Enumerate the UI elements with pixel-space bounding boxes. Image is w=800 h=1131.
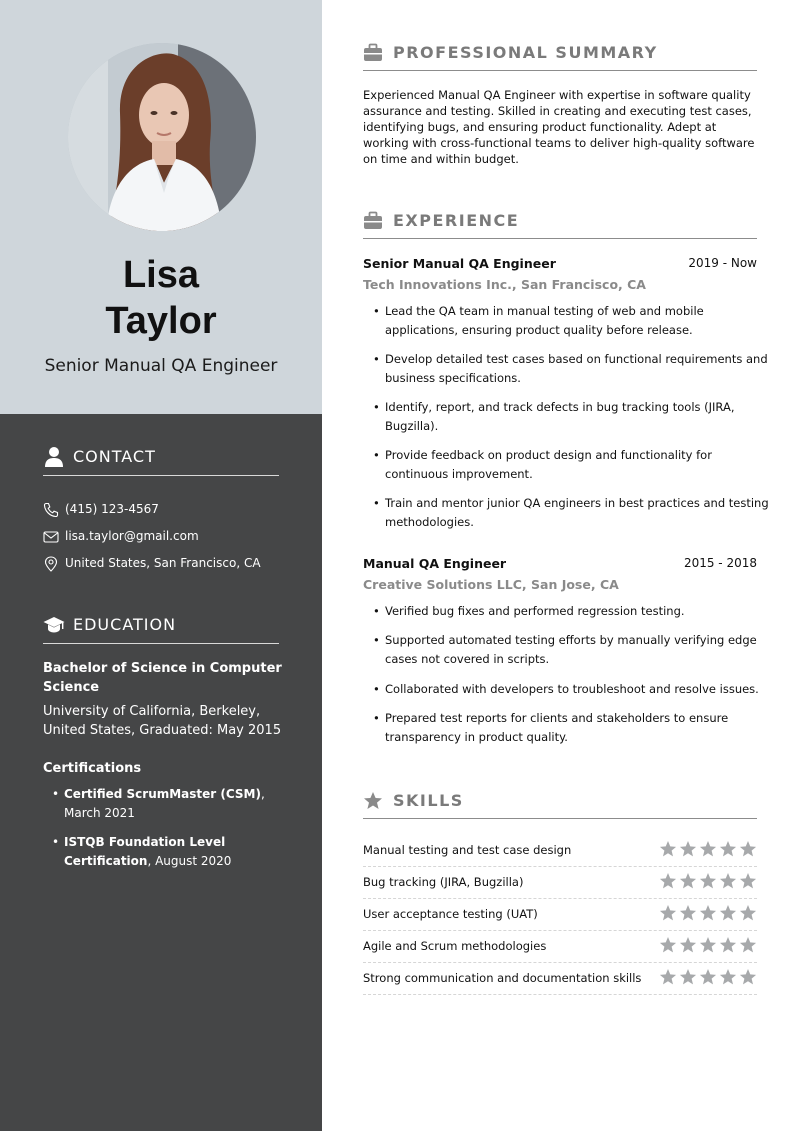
briefcase-icon	[363, 211, 383, 231]
rating-star-icon	[740, 969, 756, 984]
rating-star-icon	[680, 873, 696, 888]
skill-name: Bug tracking (JIRA, Bugzilla)	[363, 875, 524, 889]
skill-name: User acceptance testing (UAT)	[363, 907, 538, 921]
certification-name: ISTQB Foundation Level Certification	[64, 835, 226, 868]
last-name: Taylor	[105, 300, 217, 342]
skill-row	[363, 835, 757, 867]
rating-star-icon	[660, 969, 676, 984]
location-pin-icon	[43, 556, 59, 572]
rating-star-icon	[680, 937, 696, 952]
rating-star-icon	[700, 969, 716, 984]
rating-star-icon	[740, 905, 756, 920]
experience-heading-label: EXPERIENCE	[393, 211, 520, 230]
skill-rating-stars	[659, 936, 757, 954]
job-company: Creative Solutions LLC, San Jose, CA	[363, 577, 619, 592]
education-heading	[43, 614, 279, 644]
job-dates: 2015 - 2018	[683, 556, 757, 570]
summary-heading-label: PROFESSIONAL SUMMARY	[393, 43, 658, 62]
certification-name: Certified ScrumMaster (CSM)	[64, 787, 261, 801]
rating-star-icon	[740, 873, 756, 888]
job-bullet: • Identify, report, and track defects in bug tracking tools (JIRA, Bugzilla).	[385, 398, 770, 436]
degree-title: Bachelor of Science in Computer Science	[43, 661, 282, 695]
rating-star-icon	[720, 873, 736, 888]
rating-star-icon	[660, 873, 676, 888]
full-name	[0, 252, 322, 344]
job-bullet: • Train and mentor junior QA engineers in best practices and testing methodologies.	[385, 494, 770, 532]
profile-photo	[68, 43, 256, 231]
contact-heading-label: CONTACT	[73, 447, 156, 466]
job-dates: 2019 - Now	[688, 256, 757, 270]
job-bullet: • Collaborated with developers to troubleshoot and resolve issues.	[385, 680, 770, 699]
rating-star-icon	[720, 841, 736, 856]
skill-name: Strong communication and documentation skills	[363, 971, 642, 985]
experience-heading	[363, 211, 757, 239]
job-title: Manual QA Engineer	[363, 556, 507, 571]
skill-name: Manual testing and test case design	[363, 843, 572, 857]
rating-star-icon	[700, 841, 716, 856]
skill-row	[363, 867, 757, 899]
rating-star-icon	[700, 873, 716, 888]
profile-photo-image	[68, 43, 256, 231]
rating-star-icon	[700, 905, 716, 920]
rating-star-icon	[660, 841, 676, 856]
skill-rating-stars	[659, 872, 757, 890]
job-bullet: • Prepared test reports for clients and stakeholders to ensure transparency in product quality.	[385, 709, 770, 747]
certifications-title: Certifications	[43, 761, 142, 776]
rating-star-icon	[660, 937, 676, 952]
person-icon	[43, 446, 65, 468]
first-name: Lisa	[122, 254, 200, 296]
skill-row	[363, 963, 757, 995]
job-bullet: • Supported automated testing efforts by manually verifying edge cases not covered in scripts.	[385, 631, 770, 669]
school-info: University of California, Berkeley, United States, Graduated: May 2015	[43, 704, 282, 738]
rating-star-icon	[680, 841, 696, 856]
certification-date: , March 2021	[64, 787, 265, 820]
rating-star-icon	[680, 905, 696, 920]
skill-rating-stars	[659, 840, 757, 858]
summary-heading	[363, 43, 757, 71]
rating-star-icon	[720, 937, 736, 952]
profile-panel	[0, 0, 322, 414]
certification-date: , August 2020	[147, 854, 232, 868]
rating-star-icon	[740, 841, 756, 856]
star-icon	[363, 791, 383, 811]
skill-name: Agile and Scrum methodologies	[363, 939, 547, 953]
skills-heading	[363, 791, 757, 819]
certification-item	[64, 785, 294, 823]
job-bullet: • Lead the QA team in manual testing of web and mobile applications, ensuring product quality before release.	[385, 302, 770, 340]
email-address[interactable]: lisa.taylor@gmail.com	[65, 529, 199, 543]
phone-icon	[43, 502, 59, 518]
rating-star-icon	[660, 905, 676, 920]
graduation-cap-icon	[43, 614, 65, 636]
briefcase-icon	[363, 43, 383, 63]
certification-item	[64, 833, 294, 871]
rating-star-icon	[740, 937, 756, 952]
job-role: Senior Manual QA Engineer	[44, 356, 278, 376]
job-bullet: • Verified bug fixes and performed regression testing.	[385, 602, 770, 621]
location-text: United States, San Francisco, CA	[65, 556, 261, 570]
rating-star-icon	[680, 969, 696, 984]
job-bullet: • Develop detailed test cases based on functional requirements and business specifications.	[385, 350, 770, 388]
phone-number[interactable]: (415) 123-4567	[65, 502, 159, 516]
rating-star-icon	[700, 937, 716, 952]
skill-rating-stars	[659, 904, 757, 922]
skill-row	[363, 931, 757, 963]
education-heading-label: EDUCATION	[73, 615, 177, 634]
job-company: Tech Innovations Inc., San Francisco, CA	[363, 277, 646, 292]
job-title: Senior Manual QA Engineer	[363, 256, 556, 271]
sidebar	[0, 0, 322, 1131]
skills-heading-label: SKILLS	[393, 791, 464, 810]
job-bullet: • Provide feedback on product design and functionality for continuous improvement.	[385, 446, 770, 484]
rating-star-icon	[720, 905, 736, 920]
rating-star-icon	[720, 969, 736, 984]
envelope-icon	[43, 529, 59, 545]
contact-heading	[43, 446, 279, 476]
summary-text: Experienced Manual QA Engineer with expertise in software quality assurance and testing. Skilled in creating and executing test cases, identifying bugs, and ensuring product functionality. Adept at working with cross-functional teams to deliver high-quality software on time and within budget.	[363, 88, 755, 166]
skill-row	[363, 899, 757, 931]
skill-rating-stars	[659, 968, 757, 986]
